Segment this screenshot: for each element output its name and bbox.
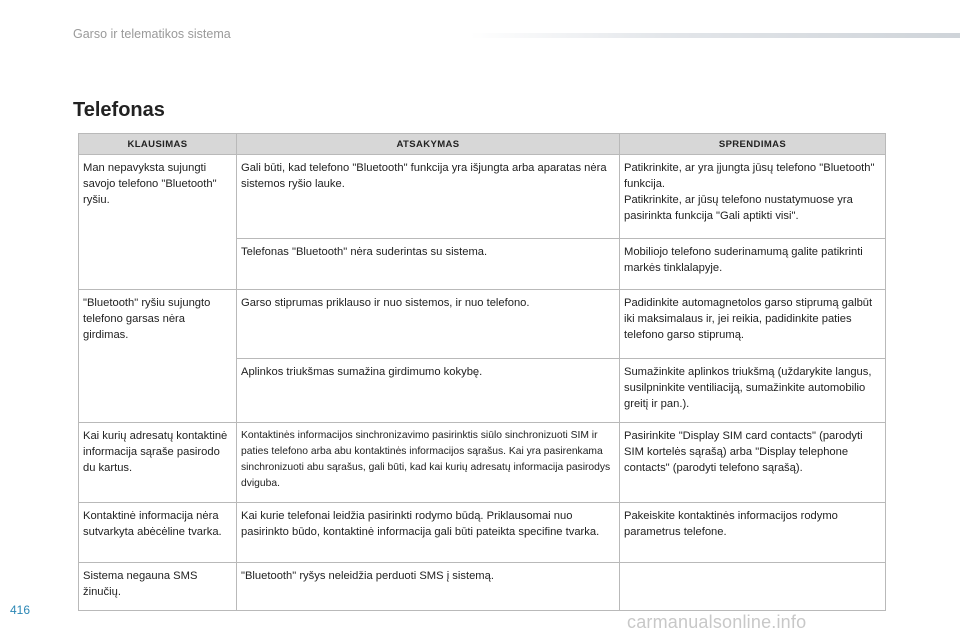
- column-header-solution: SPRENDIMAS: [620, 134, 886, 155]
- answer-cell: "Bluetooth" ryšys neleidžia perduoti SMS į sistemą.: [237, 563, 620, 611]
- page-number: 416: [10, 603, 31, 617]
- question-cell: Kontaktinė informacija nėra sutvarkyta abėcėline tvarka.: [79, 503, 237, 563]
- column-header-question: KLAUSIMAS: [79, 134, 237, 155]
- question-cell: "Bluetooth" ryšiu sujungto telefono garsas nėra girdimas.: [79, 290, 237, 423]
- table-row: [79, 290, 886, 359]
- table-row: [79, 423, 886, 503]
- troubleshooting-table: [78, 133, 886, 611]
- answer-cell: Garso stiprumas priklauso ir nuo sistemos, ir nuo telefono.: [237, 290, 620, 359]
- watermark: carmanualsonline.info: [627, 612, 807, 632]
- header-divider: [470, 33, 960, 38]
- solution-cell: Padidinkite automagnetolos garso stiprumą galbūt iki maksimalaus ir, jei reikia, padidinkite paties telefono garso stiprumą.: [620, 290, 886, 359]
- answer-cell: Telefonas "Bluetooth" nėra suderintas su sistema.: [237, 239, 620, 290]
- table-header-row: [79, 134, 886, 155]
- answer-cell: Gali būti, kad telefono "Bluetooth" funkcija yra išjungta arba aparatas nėra sistemos ryšio lauke.: [237, 155, 620, 239]
- solution-cell: Sumažinkite aplinkos triukšmą (uždarykite langus, susilpninkite ventiliaciją, sumažinkite automobilio greitį ir pan.).: [620, 359, 886, 423]
- section-title: Telefonas: [73, 99, 165, 121]
- answer-text: Kontaktinės informacijos sinchronizavimo pasirinktis siūlo sinchronizuoti SIM ir paties telefono arba abu kontaktinės informacijos sąrašus. Kai yra pasirenkama sinchronizuoti abu sąrašus, gali būti, kad kai kurių adresatų informacija pasirodys dviguba.: [241, 430, 611, 489]
- question-cell: Man nepavyksta sujungti savojo telefono "Bluetooth" ryšiu.: [79, 155, 237, 290]
- table-row: [79, 155, 886, 239]
- table-row: [79, 503, 886, 563]
- solution-cell: Patikrinkite, ar yra įjungta jūsų telefono "Bluetooth" funkcija. Patikrinkite, ar jūsų telefono nustatymuose yra pasirinkta funkcija "Gali aptikti visi".: [620, 155, 886, 239]
- solution-cell: Mobiliojo telefono suderinamumą galite patikrinti markės tinklalapyje.: [620, 239, 886, 290]
- answer-cell: [237, 423, 620, 503]
- answer-cell: Kai kurie telefonai leidžia pasirinkti rodymo būdą. Priklausomai nuo pasirinkto būdo, kontaktinė informacija gali būti pateikta specifine tvarka.: [237, 503, 620, 563]
- solution-cell: Pasirinkite "Display SIM card contacts" (parodyti SIM kortelės sąrašą) arba "Display telephone contacts" (parodyti telefono sąrašą).: [620, 423, 886, 503]
- question-cell: Kai kurių adresatų kontaktinė informacija sąraše pasirodo du kartus.: [79, 423, 237, 503]
- chapter-title: Garso ir telematikos sistema: [73, 27, 231, 41]
- question-cell: Sistema negauna SMS žinučių.: [79, 563, 237, 611]
- table-row: [79, 563, 886, 611]
- column-header-answer: ATSAKYMAS: [237, 134, 620, 155]
- answer-cell: Aplinkos triukšmas sumažina girdimumo kokybę.: [237, 359, 620, 423]
- solution-cell: [620, 563, 886, 611]
- solution-cell: Pakeiskite kontaktinės informacijos rodymo parametrus telefone.: [620, 503, 886, 563]
